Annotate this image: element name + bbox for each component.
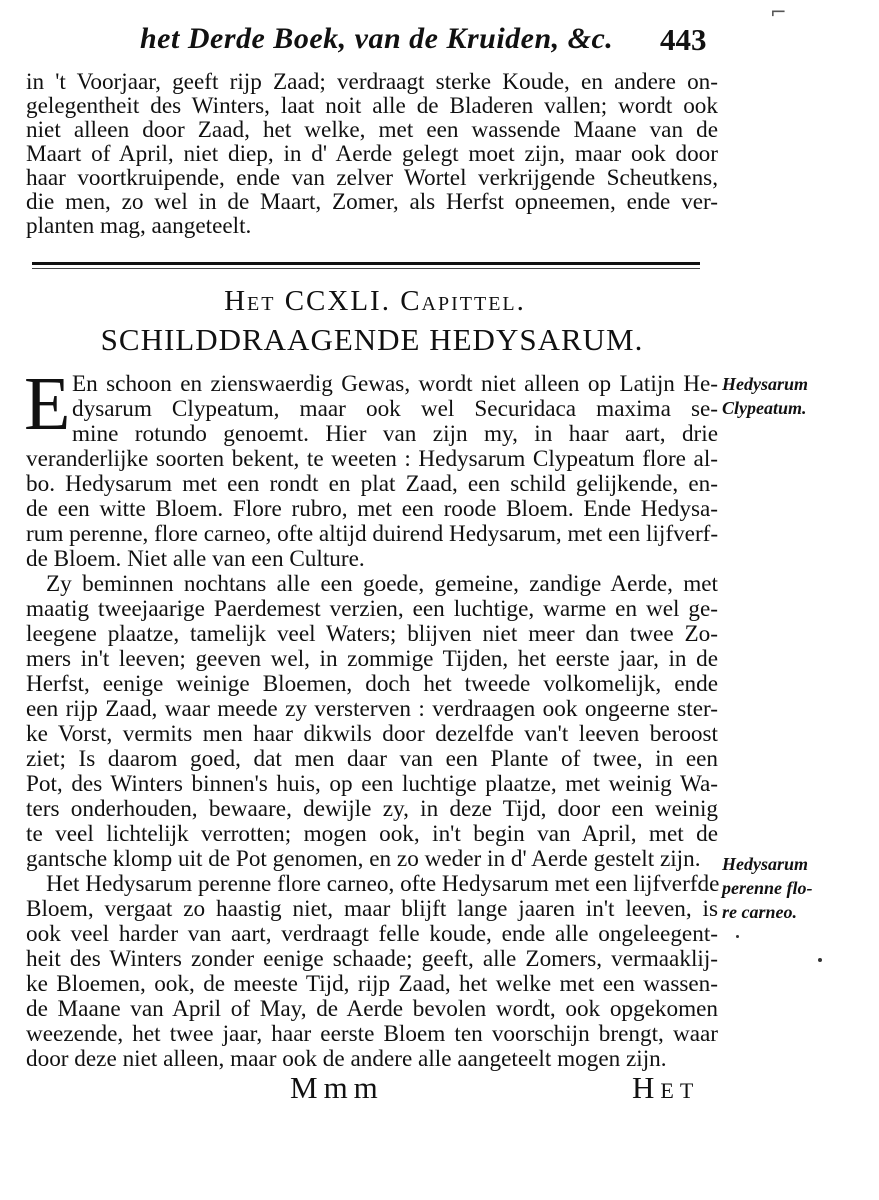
- signature-mark: Mmm: [290, 1070, 384, 1105]
- text-line: bo. Hedysarum met een rondt en plat Zaad, een schild gelijkende, en-: [26, 471, 718, 497]
- ink-speck: [736, 935, 739, 938]
- text-line: En schoon en zienswaerdig Gewas, wordt niet alleen op Latijn He-: [72, 371, 718, 397]
- text-line: ook veel harder van aart, verdraagt felle koude, ende alle ongeleegent-: [26, 921, 718, 947]
- text-line: de een witte Bloem. Flore rubro, met een roode Bloem. Ende Hedysa-: [26, 496, 718, 522]
- running-head: het Derde Boek, van de Kruiden, &c.: [140, 22, 614, 55]
- text-line: Het Hedysarum perenne flore carneo, ofte Hedysarum met een lijfverfde: [46, 871, 720, 897]
- corner-mark: ⌐: [770, 0, 787, 24]
- margin-note-line: Hedysarum: [722, 374, 809, 394]
- text-line: een rijp Zaad, waar meede zy versterven : verdraagen ook ongeerne ster-: [26, 696, 718, 722]
- margin-note-line: re carneo.: [722, 902, 797, 922]
- text-line: in 't Voorjaar, geeft rijp Zaad; verdraagt sterke Koude, en andere on-: [26, 69, 718, 95]
- text-line: Bloem, vergaat zo haastig niet, maar blijft lange jaaren in't leeven, is: [26, 896, 718, 922]
- drop-cap: E: [24, 362, 71, 446]
- margin-note: [722, 852, 832, 924]
- margin-note: [722, 372, 832, 420]
- text-line: gantsche klomp uit de Pot genomen, en zo weder in d' Aerde gestelt zijn.: [26, 846, 701, 872]
- text-line: ziet; Is daarom goed, dat men daar van een Plante of twee, in een: [26, 746, 718, 772]
- text-line: ke Vorst, vermits men haar dikwils door dezelfde van't leeven beroost: [26, 721, 718, 747]
- text-line: Zy beminnen nochtans alle een goede, gemeine, zandige Aerde, met: [46, 571, 718, 597]
- text-line: heit des Winters zonder eenige schaade; geeft, alle Zomers, vermaaklij-: [26, 946, 718, 972]
- text-line: te veel lichtelijk verrotten; mogen ook, in't begin van April, met de: [26, 821, 718, 847]
- chapter-title: Het CCXLI. Capittel.: [224, 285, 526, 317]
- catchword: Het: [632, 1070, 700, 1105]
- text-line: die men, zo wel in de Maart, Zomer, als Herfst opneemen, ende ver-: [26, 189, 718, 215]
- margin-note-line: Clypeatum.: [722, 398, 807, 418]
- text-line: dysarum Clypeatum, maar ook wel Securidaca maxima se-: [72, 396, 718, 422]
- text-line: mers in't leeven; geeven wel, in zommige Tijden, het eerste jaar, in de: [26, 646, 718, 672]
- text-line: de Bloem. Niet alle van een Culture.: [26, 546, 365, 572]
- margin-note-line: Hedysarum: [722, 854, 809, 874]
- text-line: rum perenne, flore carneo, ofte altijd duirend Hedysarum, met een lijfverf-: [26, 521, 719, 547]
- text-line: haar voortkruipende, ende van zelver Wortel verkrijgende Scheutkens,: [26, 165, 718, 191]
- chapter-subtitle: SCHILDDRAAGENDE HEDYSARUM.: [100, 322, 644, 357]
- text-line: veranderlijke soorten bekent, te weeten : Hedysarum Clypeatum flore al-: [26, 446, 718, 472]
- text-line: weezende, het twee jaar, haar eerste Bloem ten voorschijn brengt, waar: [26, 1021, 718, 1047]
- text-line: Maart of April, niet diep, in d' Aerde gelegt moet zijn, maar ook door: [26, 141, 718, 167]
- text-line: mine rotundo genoemt. Hier van zijn my, in haar aart, drie: [72, 421, 718, 447]
- text-line: leegene plaatze, tamelijk veel Waters; blijven niet meer dan twee Zo-: [26, 621, 718, 647]
- text-line: de Maane van April of May, de Aerde bevolen wordt, ook opgekomen: [26, 996, 718, 1022]
- text-line: gelegentheit des Winters, laat noit alle de Bladeren vallen; wordt ook: [26, 93, 718, 119]
- section-divider: [32, 262, 700, 265]
- text-line: Herfst, eenige weinige Bloemen, doch het tweede volkomelijk, ende: [26, 671, 718, 697]
- ink-speck: [818, 958, 822, 962]
- text-line: maatig tweejaarige Paerdemest verzien, een luchtige, warme en wel ge-: [26, 596, 718, 622]
- text-line: planten mag, aangeteelt.: [26, 213, 252, 239]
- margin-note-line: perenne flo-: [722, 878, 813, 898]
- page-number: 443: [660, 22, 707, 57]
- text-line: door deze niet alleen, maar ook de andere alle aangeteelt mogen zijn.: [26, 1046, 667, 1072]
- text-line: ters onderhouden, bewaare, dewijle zy, in deze Tijd, door een weinig: [26, 796, 718, 822]
- text-line: ke Bloemen, ook, de meeste Tijd, rijp Zaad, het welke met een wassen-: [26, 971, 718, 997]
- text-line: Pot, des Winters binnen's huis, op een luchtige plaatze, met weinig Wa-: [26, 771, 718, 797]
- text-line: niet alleen door Zaad, het welke, met een wassende Maane van de: [26, 117, 718, 143]
